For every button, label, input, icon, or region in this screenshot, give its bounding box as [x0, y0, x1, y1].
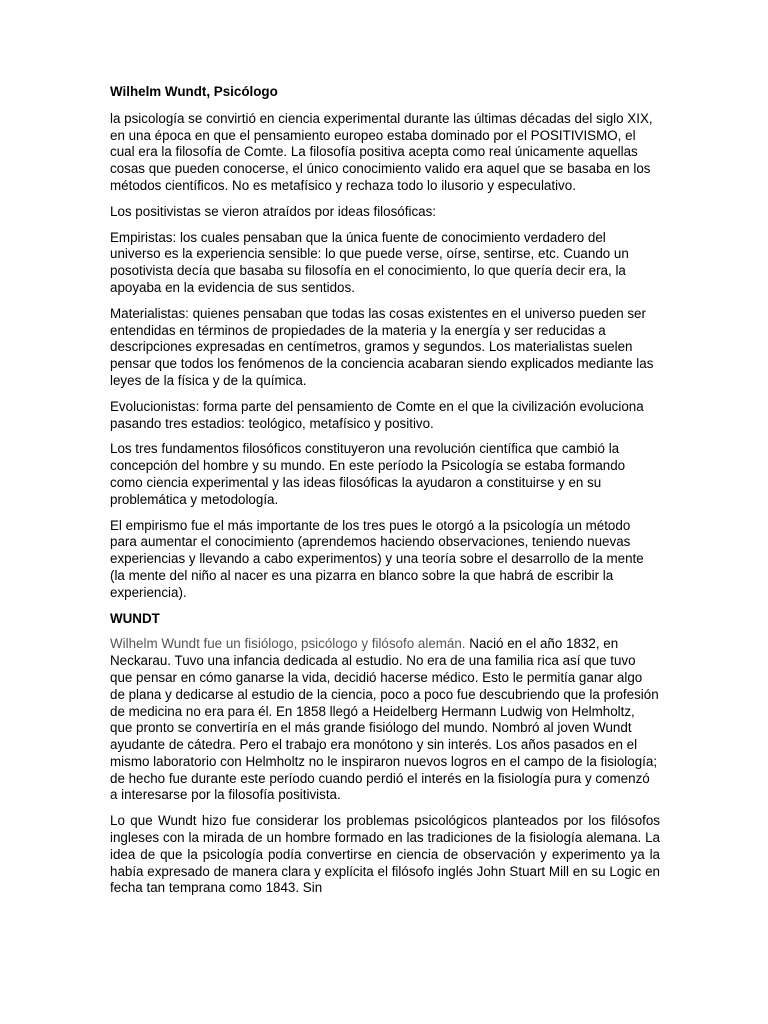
paragraph-empirismo: El empirismo fue el más importante de los tres pues le otorgó a la psicología un método para aumentar el conocimiento (aprendemos haciendo observaciones, teniendo nuevas experiencias y llevando a cabo experimentos) y una teoría sobre el desarrollo de la mente (la mente del niño al nacer es una pizarra en blanco sobre la que habrá de escribir la experiencia). — [110, 517, 644, 600]
document-title: Wilhelm Wundt, Psicólogo — [110, 84, 278, 99]
paragraph-wundt-biography — [110, 636, 660, 804]
wundt-lead-sentence: Wilhelm Wundt fue un fisiólogo, psicólogo y filósofo alemán. — [110, 636, 466, 652]
paragraph-wundt-psychology: Lo que Wundt hizo fue considerar los problemas psicológicos planteados por los filósofos ingleses con la mirada de un hombre formado en las tradiciones de la fisiología alemana. La idea de que la psicología podía convertirse en ciencia de observación y experimento ya la había expresado de manera clara y explícita el filósofo inglés John Stuart Mill en su Logic en fecha tan temprana como 1843. Sin — [110, 813, 660, 896]
document-page — [110, 84, 660, 906]
paragraph-positivistas: Los positivistas se vieron atraídos por ideas filosóficas: — [110, 203, 436, 219]
paragraph-positivismo: la psicología se convirtió en ciencia experimental durante las últimas décadas del siglo XIX, en una época en que el pensamiento europeo estaba dominado por el POSITIVISMO, el cual era la filosofía de Comte. La filosofía positiva acepta como real únicamente aquellas cosas que pueden conocerse, el único conocimiento valido era aquel que se basaba en los métodos científicos. No es metafísico y rechaza todo lo ilusorio y especulativo. — [110, 110, 653, 193]
paragraph-materialistas: Materialistas: quienes pensaban que todas las cosas existentes en el universo pueden ser entendidas en términos de propiedades de la materia y la energía y ser reducidas a descripciones expresadas en centímetros, gramos y segundos. Los materialistas suelen pensar que todos los fenómenos de la conciencia acabaran siendo explicados mediante las leyes de la física y de la química. — [110, 305, 654, 388]
section-title-wundt: WUNDT — [110, 610, 160, 626]
paragraph-fundamentos: Los tres fundamentos filosóficos constituyeron una revolución científica que cambió la concepción del hombre y su mundo. En este período la Psicología se estaba formando como ciencia experimental y las ideas filosóficas la ayudaron a constituirse y en su problemática y metodología. — [110, 441, 626, 507]
paragraph-evolucionistas: Evolucionistas: forma parte del pensamiento de Comte en el que la civilización evoluciona pasando tres estadios: teológico, metafísico y positivo. — [110, 398, 644, 431]
wundt-biography-body: Nació en el año 1832, en Neckarau. Tuvo una infancia dedicada al estudio. No era de una familia rica así que tuvo que pensar en cómo ganarse la vida, decidió hacerse médico. Esto le permitía ganar algo de plana y dedicarse al estudio de la ciencia, poco a poco fue descubriendo que la profesión de medicina no era para él. En 1858 llegó a Heidelberg Hermann Ludwig von Helmholtz, que pronto se convertiría en el más grande fisiólogo del mundo. Nombró al joven Wundt ayudante de cátedra. Pero el trabajo era monótono y sin interés. Los años pasados en el mismo laboratorio con Helmholtz no le inspiraron nuevos logros en el campo de la fisiología; de hecho fue durante este período cuando perdió el interés en la fisiología pura y comenzó a interesarse por la filosofía positivista. — [110, 636, 659, 803]
paragraph-empiristas: Empiristas: los cuales pensaban que la única fuente de conocimiento verdadero del universo es la experiencia sensible: lo que puede verse, oírse, sentirse, etc. Cuando un posotivista decía que basaba su filosofía en el conocimiento, lo que quería decir era, la apoyaba en la evidencia de sus sentidos. — [110, 229, 629, 295]
